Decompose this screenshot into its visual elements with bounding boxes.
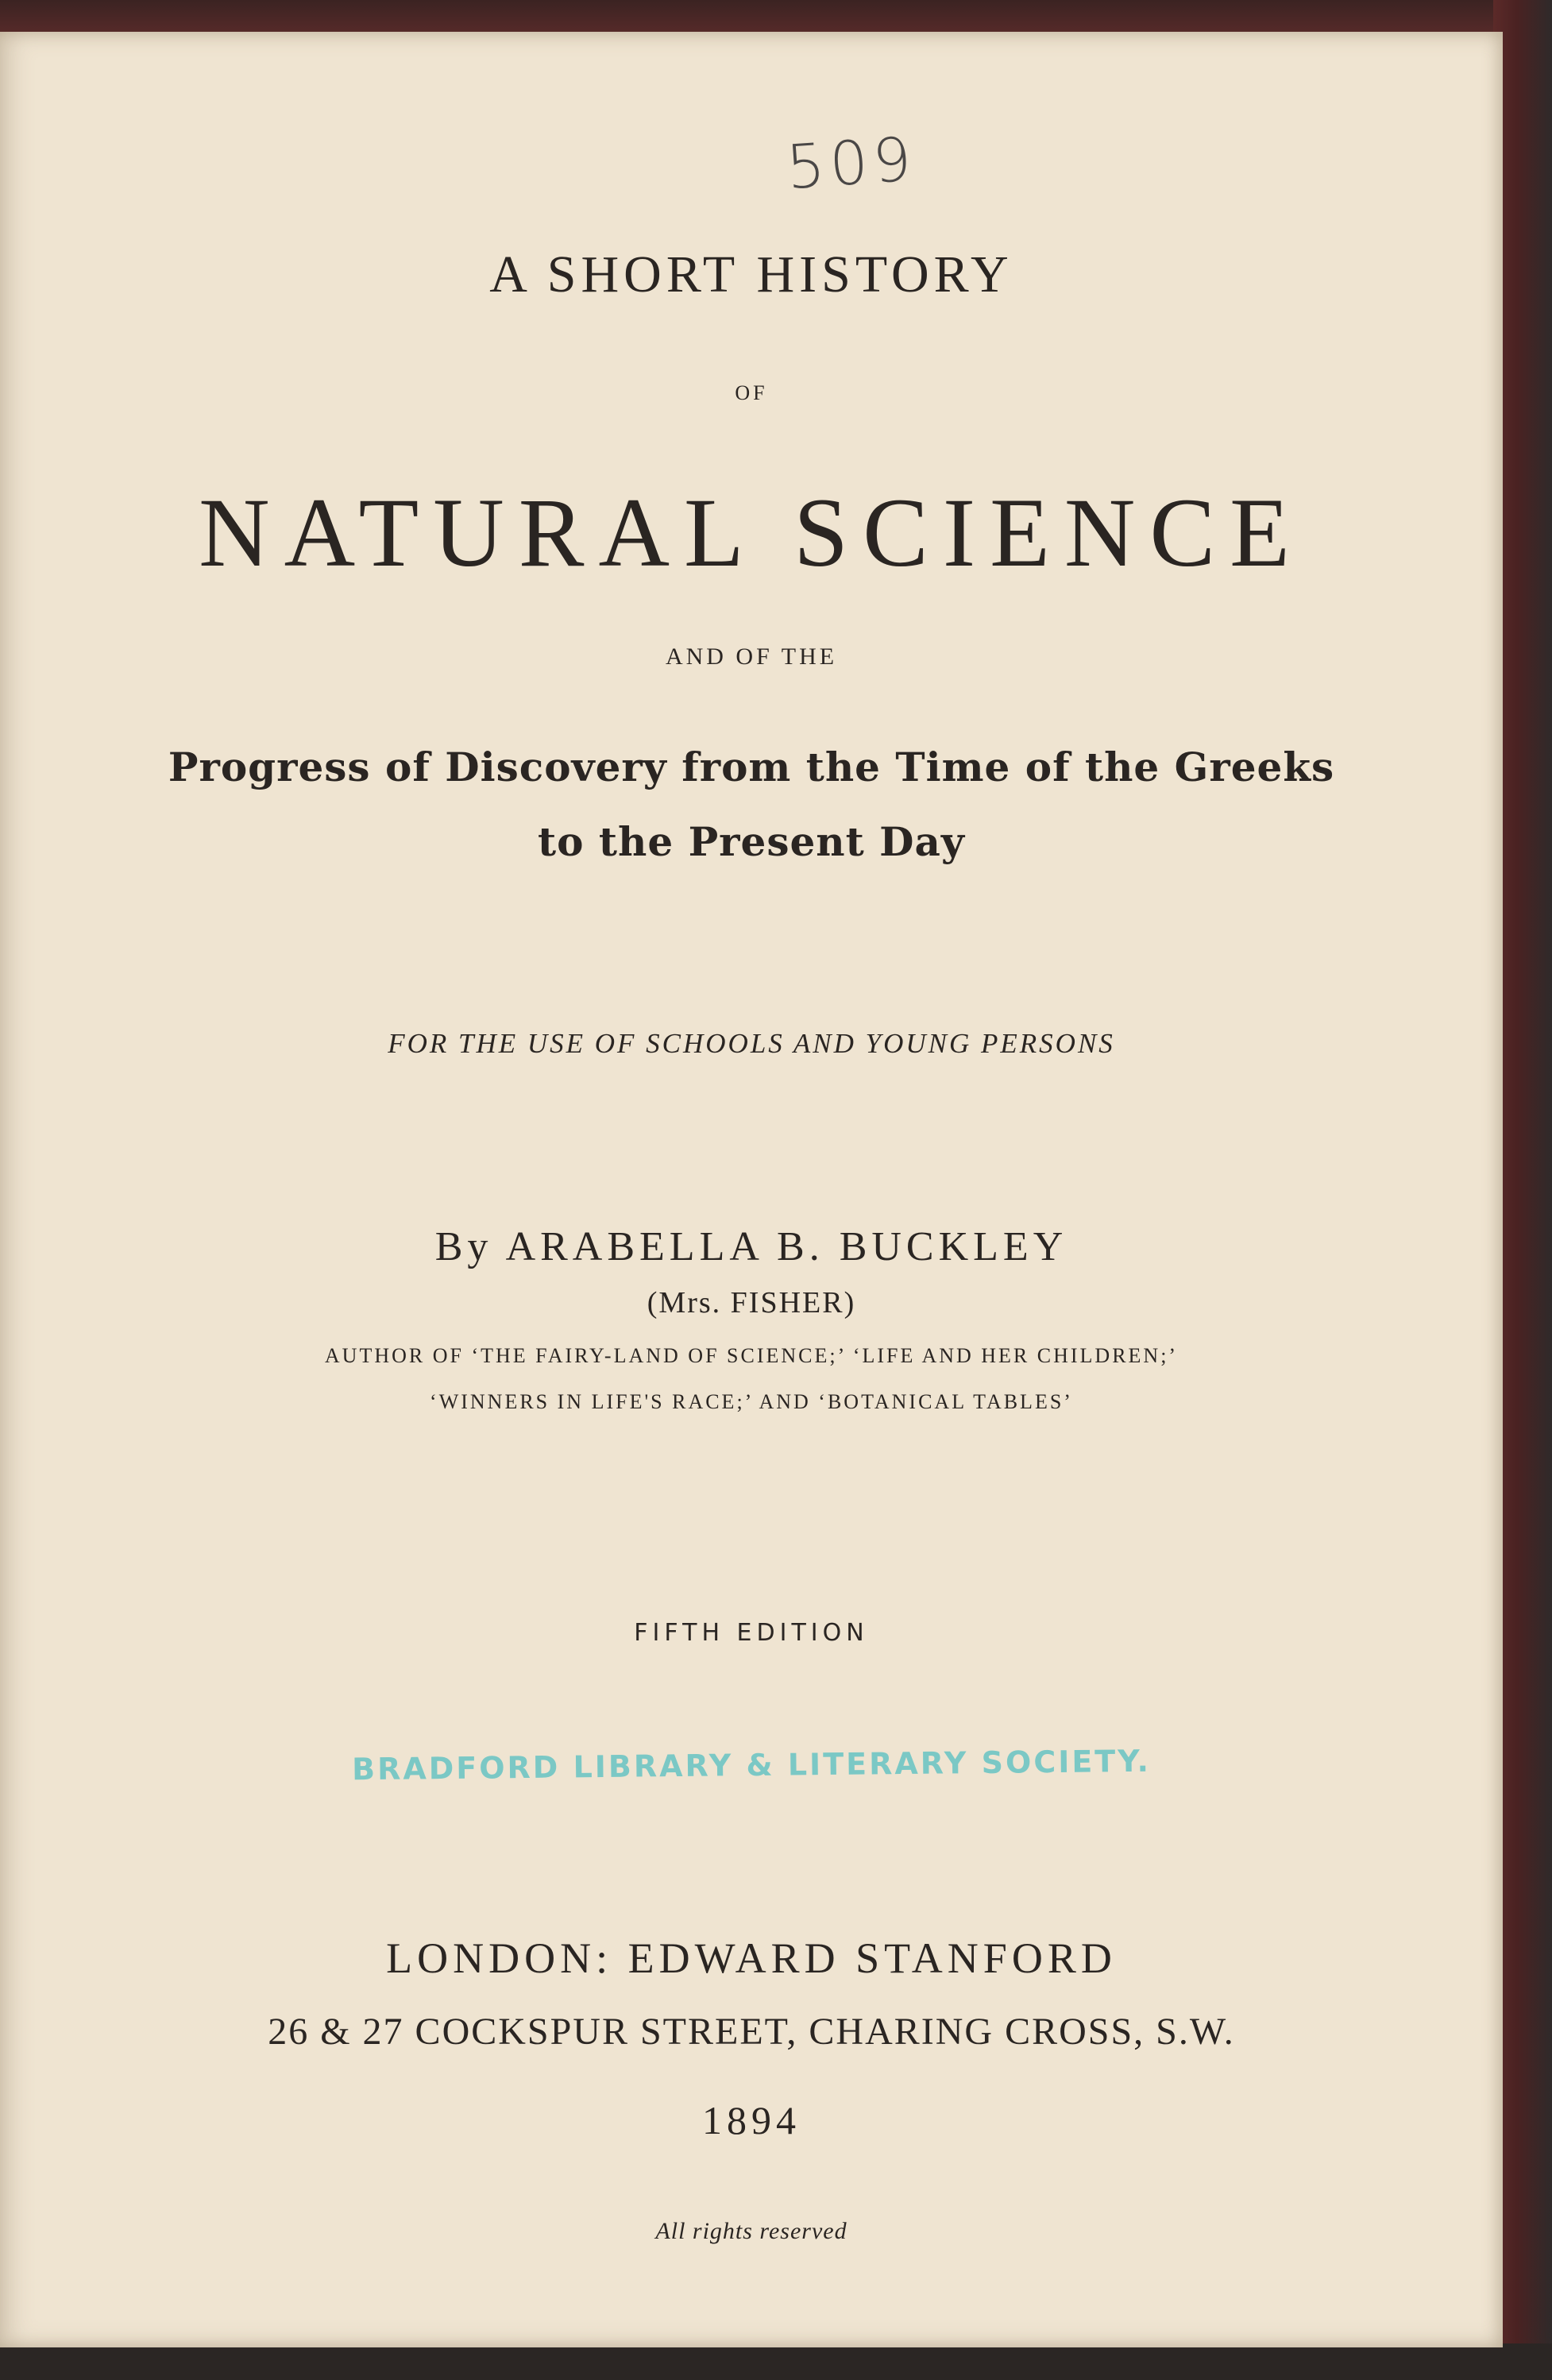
handwritten-number: 509 bbox=[784, 123, 919, 203]
binding-edge-bottom bbox=[0, 2343, 1552, 2380]
author-works-line-1: AUTHOR OF ‘THE FAIRY-LAND OF SCIENCE;’ ‘LIFE AND HER CHILDREN;’ bbox=[324, 1344, 1179, 1367]
main-title: NATURAL SCIENCE bbox=[199, 478, 1304, 587]
rights-notice: All rights reserved bbox=[655, 2218, 847, 2244]
and-of-the-text: AND OF THE bbox=[665, 643, 838, 670]
publisher-address: 26 & 27 COCKSPUR STREET, CHARING CROSS, S.W. bbox=[268, 2011, 1235, 2053]
library-stamp: BRADFORD LIBRARY & LITERARY SOCIETY. bbox=[351, 1743, 1152, 1787]
subtitle-line-2: to the Present Day bbox=[538, 818, 965, 865]
title-page bbox=[0, 32, 1503, 2347]
subtitle-line-1: Progress of Discovery from the Time of the Greeks bbox=[168, 744, 1335, 790]
publisher-line: LONDON: EDWARD STANFORD bbox=[386, 1934, 1117, 1982]
author-works-line-2: ‘WINNERS IN LIFE'S RACE;’ AND ‘BOTANICAL TABLES’ bbox=[430, 1390, 1073, 1413]
author-alias: (Mrs. FISHER) bbox=[647, 1286, 856, 1319]
of-text: OF bbox=[735, 381, 768, 404]
publication-year: 1894 bbox=[702, 2098, 801, 2142]
author-line: By ARABELLA B. BUCKLEY bbox=[434, 1224, 1068, 1269]
edition-line: FIFTH EDITION bbox=[634, 1619, 869, 1647]
title-line-1: A SHORT HISTORY bbox=[489, 245, 1013, 303]
audience-line: FOR THE USE OF SCHOOLS AND YOUNG PERSONS bbox=[388, 1028, 1115, 1059]
